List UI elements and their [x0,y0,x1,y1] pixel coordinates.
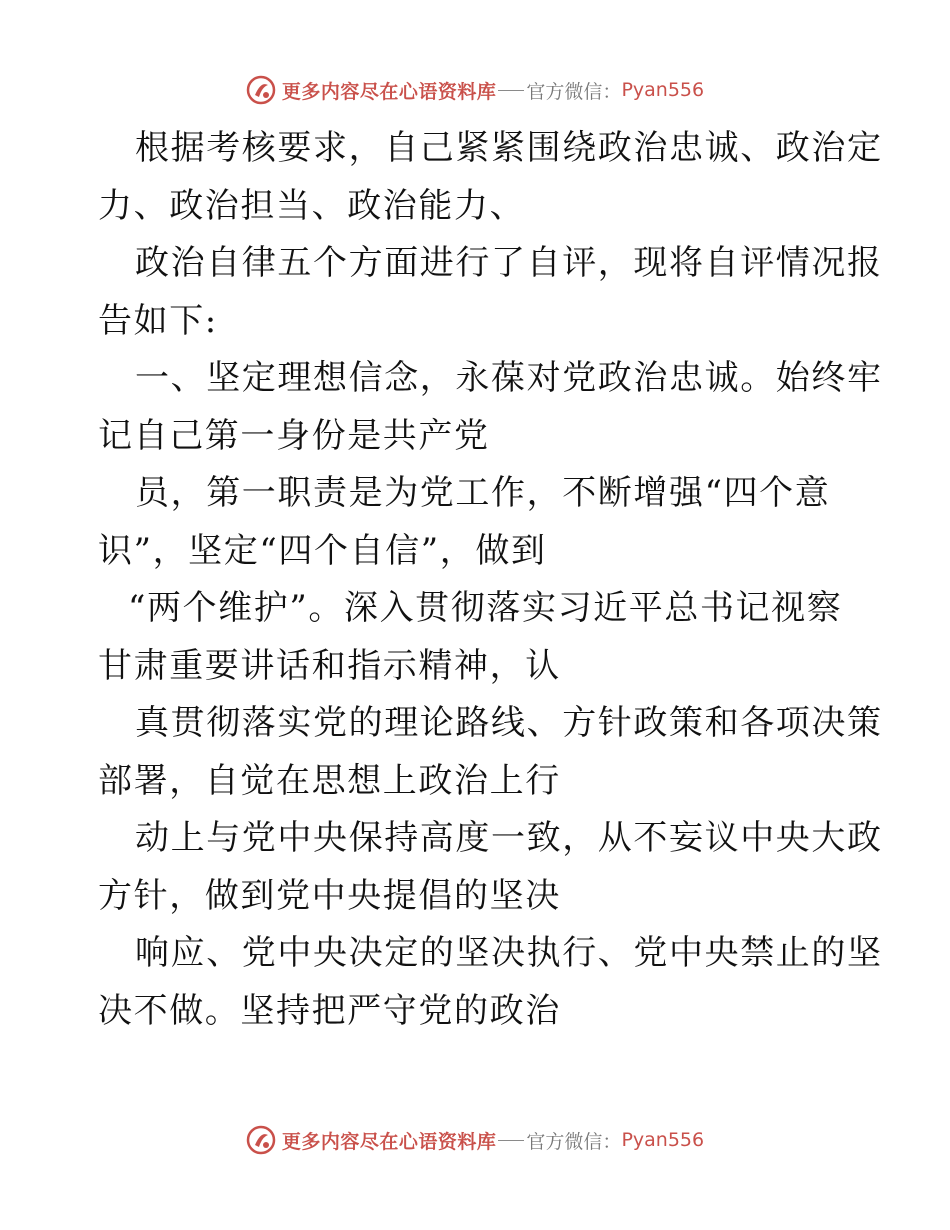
wechat-id: Pyan556 [621,1129,705,1151]
separator-dash [498,90,524,91]
document-body [98,120,883,1040]
body-line: 决不做。坚持把严守党的政治 [98,990,561,1031]
official-wechat-label: 官方微信： [526,80,622,103]
body-line: 员，第一职责是为党工作，不断增强“四个意 [135,473,831,513]
body-line: 部署，自觉在思想上政治上行 [98,760,561,801]
body-line: 动上与党中央保持高度一致，从不妄议中央大政 [135,818,883,858]
body-line: 根据考核要求，自己紧紧围绕政治忠诚、政治定 [135,128,883,168]
body-line: 识”，坚定“四个自信”，做到 [98,530,547,571]
body-line: “两个维护”。深入贯彻落实习近平总书记视察 [128,588,843,628]
separator-dash [498,1140,524,1141]
body-line: 一、坚定理想信念，永葆对党政治忠诚。始终牢 [135,358,883,398]
wechat-id: Pyan556 [621,79,705,101]
body-line: 力、政治担当、政治能力、 [98,185,526,226]
swirl-logo-icon [246,1125,276,1155]
body-line: 政治自律五个方面进行了自评，现将自评情况报 [135,243,883,283]
footer-watermark [0,1120,950,1160]
body-line: 响应、党中央决定的坚决执行、党中央禁止的坚 [135,933,883,973]
header-watermark [0,70,950,110]
body-line: 方针，做到党中央提倡的坚决 [98,875,561,916]
promo-text: 更多内容尽在心语资料库 [281,80,497,103]
body-line: 真贯彻落实党的理论路线、方针政策和各项决策 [135,703,883,743]
body-line: 甘肃重要讲话和指示精神，认 [98,645,561,686]
official-wechat-label: 官方微信： [526,1130,622,1153]
swirl-logo-icon [246,75,276,105]
body-line: 记自己第一身份是共产党 [98,415,490,456]
promo-text: 更多内容尽在心语资料库 [281,1130,497,1153]
body-line: 告如下: [98,300,218,341]
